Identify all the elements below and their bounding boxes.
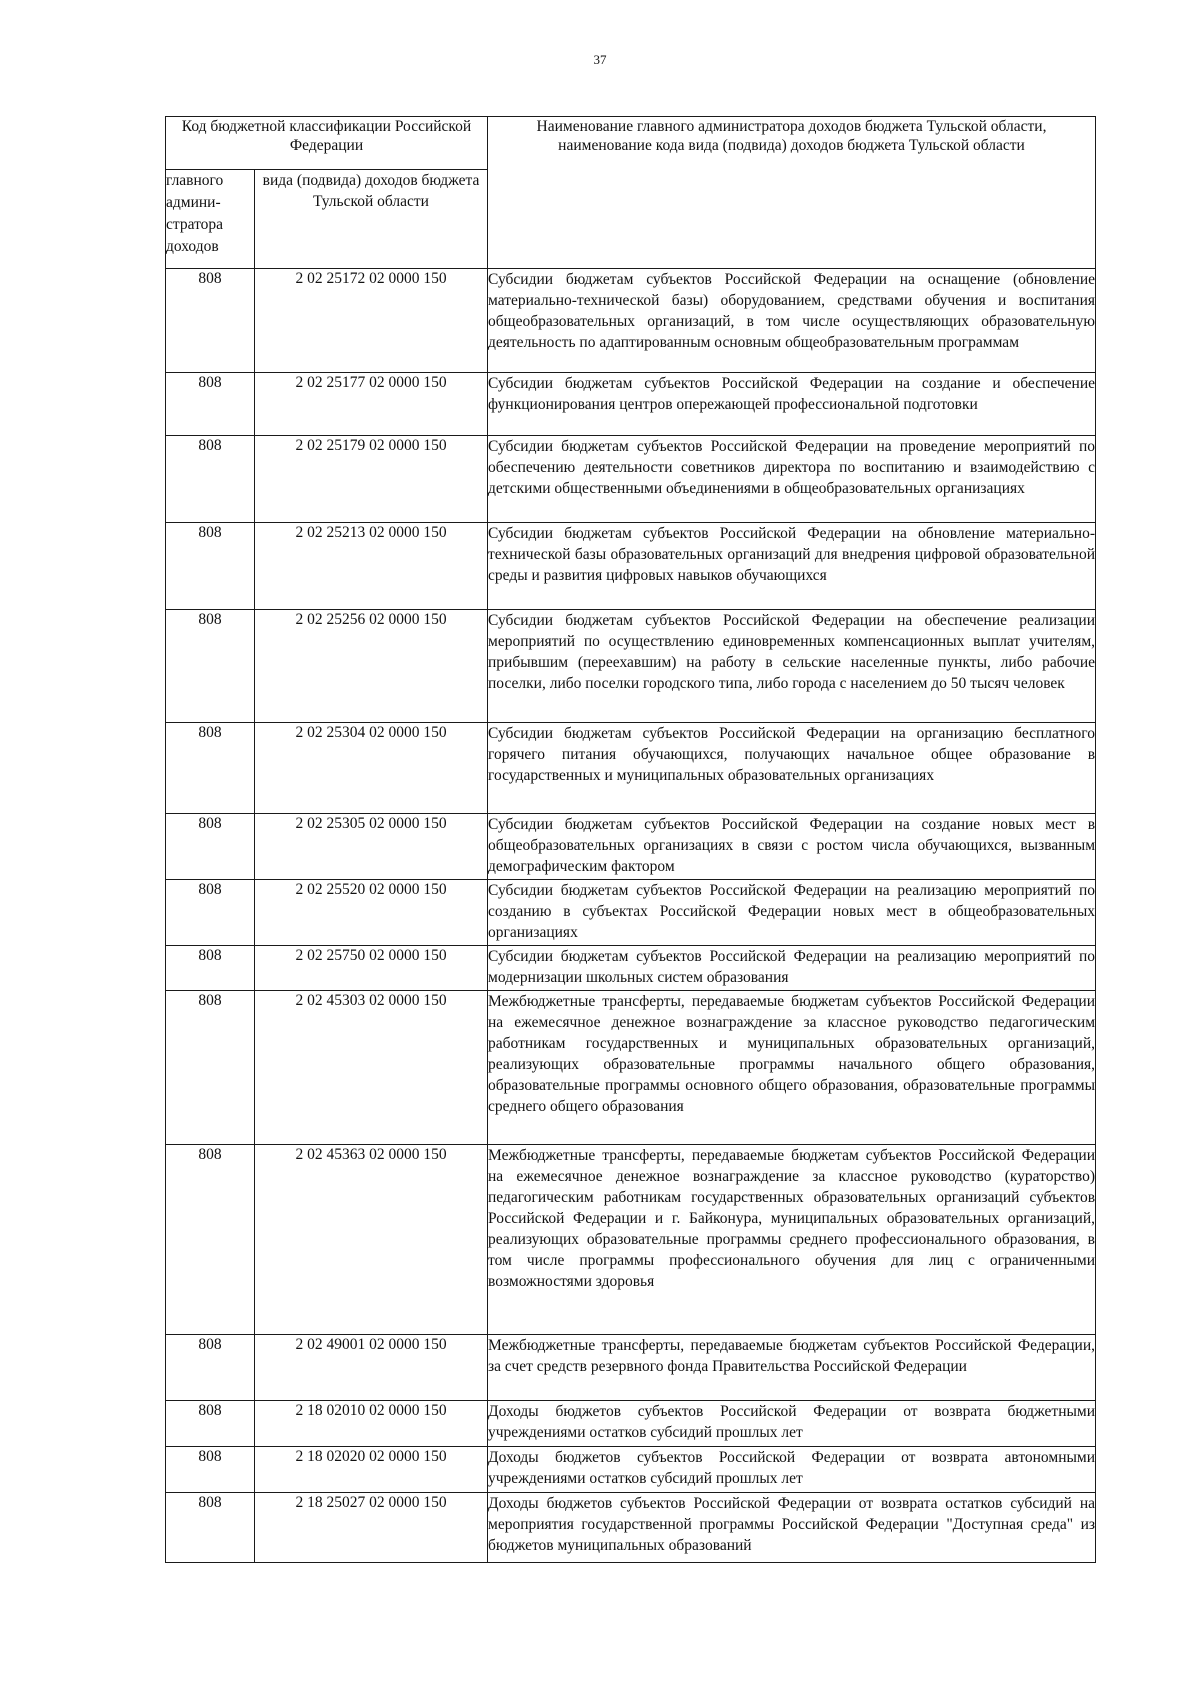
admin-code-cell: 808 (166, 1145, 255, 1335)
admin-code-cell: 808 (166, 269, 255, 373)
revenue-code-cell: 2 02 25305 02 0000 150 (255, 814, 488, 880)
admin-code-cell: 808 (166, 523, 255, 610)
table-header (166, 117, 1096, 269)
header-code-group: Код бюджетной классификации Российской Федерации (166, 117, 488, 170)
table-row (166, 991, 1096, 1145)
table-row (166, 373, 1096, 436)
admin-code-cell: 808 (166, 610, 255, 723)
revenue-code-cell: 2 02 45303 02 0000 150 (255, 991, 488, 1145)
table-row (166, 880, 1096, 946)
table-row (166, 1447, 1096, 1493)
revenue-code-cell: 2 18 02010 02 0000 150 (255, 1401, 488, 1447)
table-row (166, 723, 1096, 814)
page-number: 37 (593, 52, 607, 67)
revenue-code-cell: 2 02 25750 02 0000 150 (255, 946, 488, 991)
description-cell: Субсидии бюджетам субъектов Российской Федерации на реализацию мероприятий по модернизации школьных систем образования (488, 946, 1096, 991)
admin-code-cell: 808 (166, 1447, 255, 1493)
table-row (166, 436, 1096, 523)
table-row (166, 269, 1096, 373)
revenue-code-cell: 2 02 25256 02 0000 150 (255, 610, 488, 723)
description-cell: Субсидии бюджетам субъектов Российской Федерации на создание новых мест в общеобразовательных организациях в связи с ростом числа обучающихся, вызванным демографическим фактором (488, 814, 1096, 880)
description-cell: Субсидии бюджетам субъектов Российской Федерации на обеспечение реализации мероприятий по осуществлению единовременных компенсационных выплат учителям, прибывшим (переехавшим) на работу в сельские населенные пункты, либо рабочие поселки, либо поселки городского типа, либо города с населением до 50 тысяч человек (488, 610, 1096, 723)
table-row (166, 1145, 1096, 1335)
description-cell: Субсидии бюджетам субъектов Российской Федерации на реализацию мероприятий по созданию в субъектах Российской Федерации новых мест в общеобразовательных организациях (488, 880, 1096, 946)
description-cell: Субсидии бюджетам субъектов Российской Федерации на организацию бесплатного горячего питания обучающихся, получающих начальное общее образование в государственных и муниципальных образовательных организациях (488, 723, 1096, 814)
admin-code-cell: 808 (166, 1401, 255, 1447)
description-cell: Межбюджетные трансферты, передаваемые бюджетам субъектов Российской Федерации на ежемесячное денежное вознаграждение за классное руководство (кураторство) педагогическим работникам государственных образовательных организаций субъектов Российской Федерации и г. Байконура, муниципальных образовательных организаций, реализующих образовательные программы среднего профессионального образования, в том числе программы профессионального обучения для лиц с ограниченными возможностями здоровья (488, 1145, 1096, 1335)
header-name: Наименование главного администратора доходов бюджета Тульской области, наименование кода вида (подвида) доходов бюджета Тульской области (488, 117, 1096, 269)
description-cell: Межбюджетные трансферты, передаваемые бюджетам субъектов Российской Федерации, за счет средств резервного фонда Правительства Российской Федерации (488, 1335, 1096, 1401)
admin-code-cell: 808 (166, 991, 255, 1145)
description-cell: Субсидии бюджетам субъектов Российской Федерации на проведение мероприятий по обеспечению деятельности советников директора по воспитанию и взаимодействию с детскими общественными объединениями в общеобразовательных организациях (488, 436, 1096, 523)
revenue-code-cell: 2 18 25027 02 0000 150 (255, 1493, 488, 1563)
table-row (166, 1335, 1096, 1401)
description-cell: Межбюджетные трансферты, передаваемые бюджетам субъектов Российской Федерации на ежемесячное денежное вознаграждение за классное руководство педагогическим работникам государственных и муниципальных образовательных организаций, реализующих образовательные программы начального общего образования, образовательные программы основного общего образования, образовательные программы среднего общего образования (488, 991, 1096, 1145)
description-cell: Субсидии бюджетам субъектов Российской Федерации на оснащение (обновление материально-технической базы) оборудованием, средствами обучения и воспитания общеобразовательных организаций, в том числе осуществляющих образовательную деятельность по адаптированным основным общеобразовательным программам (488, 269, 1096, 373)
revenue-code-cell: 2 02 49001 02 0000 150 (255, 1335, 488, 1401)
admin-code-cell: 808 (166, 814, 255, 880)
budget-classification-table (165, 116, 1096, 1563)
table-row (166, 1493, 1096, 1563)
admin-code-cell: 808 (166, 1335, 255, 1401)
header-row-top (166, 117, 1096, 170)
description-cell: Доходы бюджетов субъектов Российской Федерации от возврата автономными учреждениями остатков субсидий прошлых лет (488, 1447, 1096, 1493)
revenue-code-cell: 2 02 25172 02 0000 150 (255, 269, 488, 373)
admin-code-cell: 808 (166, 1493, 255, 1563)
admin-code-cell: 808 (166, 946, 255, 991)
admin-code-cell: 808 (166, 436, 255, 523)
description-cell: Доходы бюджетов субъектов Российской Федерации от возврата остатков субсидий на мероприятия государственной программы Российской Федерации "Доступная среда" из бюджетов муниципальных образований (488, 1493, 1096, 1563)
table-row (166, 610, 1096, 723)
revenue-code-cell: 2 02 25179 02 0000 150 (255, 436, 488, 523)
admin-code-cell: 808 (166, 373, 255, 436)
revenue-code-cell: 2 02 25177 02 0000 150 (255, 373, 488, 436)
admin-code-cell: 808 (166, 723, 255, 814)
header-type-code: вида (подвида) доходов бюджета Тульской области (255, 170, 488, 269)
description-cell: Субсидии бюджетам субъектов Российской Федерации на создание и обеспечение функционирования центров опережающей профессиональной подготовки (488, 373, 1096, 436)
revenue-code-cell: 2 02 25213 02 0000 150 (255, 523, 488, 610)
table-row (166, 523, 1096, 610)
table-row (166, 1401, 1096, 1447)
header-admin-code: главного админи-стратора доходов (166, 170, 255, 269)
admin-code-cell: 808 (166, 880, 255, 946)
revenue-code-cell: 2 02 25520 02 0000 150 (255, 880, 488, 946)
revenue-code-cell: 2 02 45363 02 0000 150 (255, 1145, 488, 1335)
revenue-code-cell: 2 02 25304 02 0000 150 (255, 723, 488, 814)
revenue-code-cell: 2 18 02020 02 0000 150 (255, 1447, 488, 1493)
table-row (166, 946, 1096, 991)
description-cell: Доходы бюджетов субъектов Российской Федерации от возврата бюджетными учреждениями остатков субсидий прошлых лет (488, 1401, 1096, 1447)
table-row (166, 814, 1096, 880)
description-cell: Субсидии бюджетам субъектов Российской Федерации на обновление материально-технической базы образовательных организаций для внедрения цифровой образовательной среды и развития цифровых навыков обучающихся (488, 523, 1096, 610)
